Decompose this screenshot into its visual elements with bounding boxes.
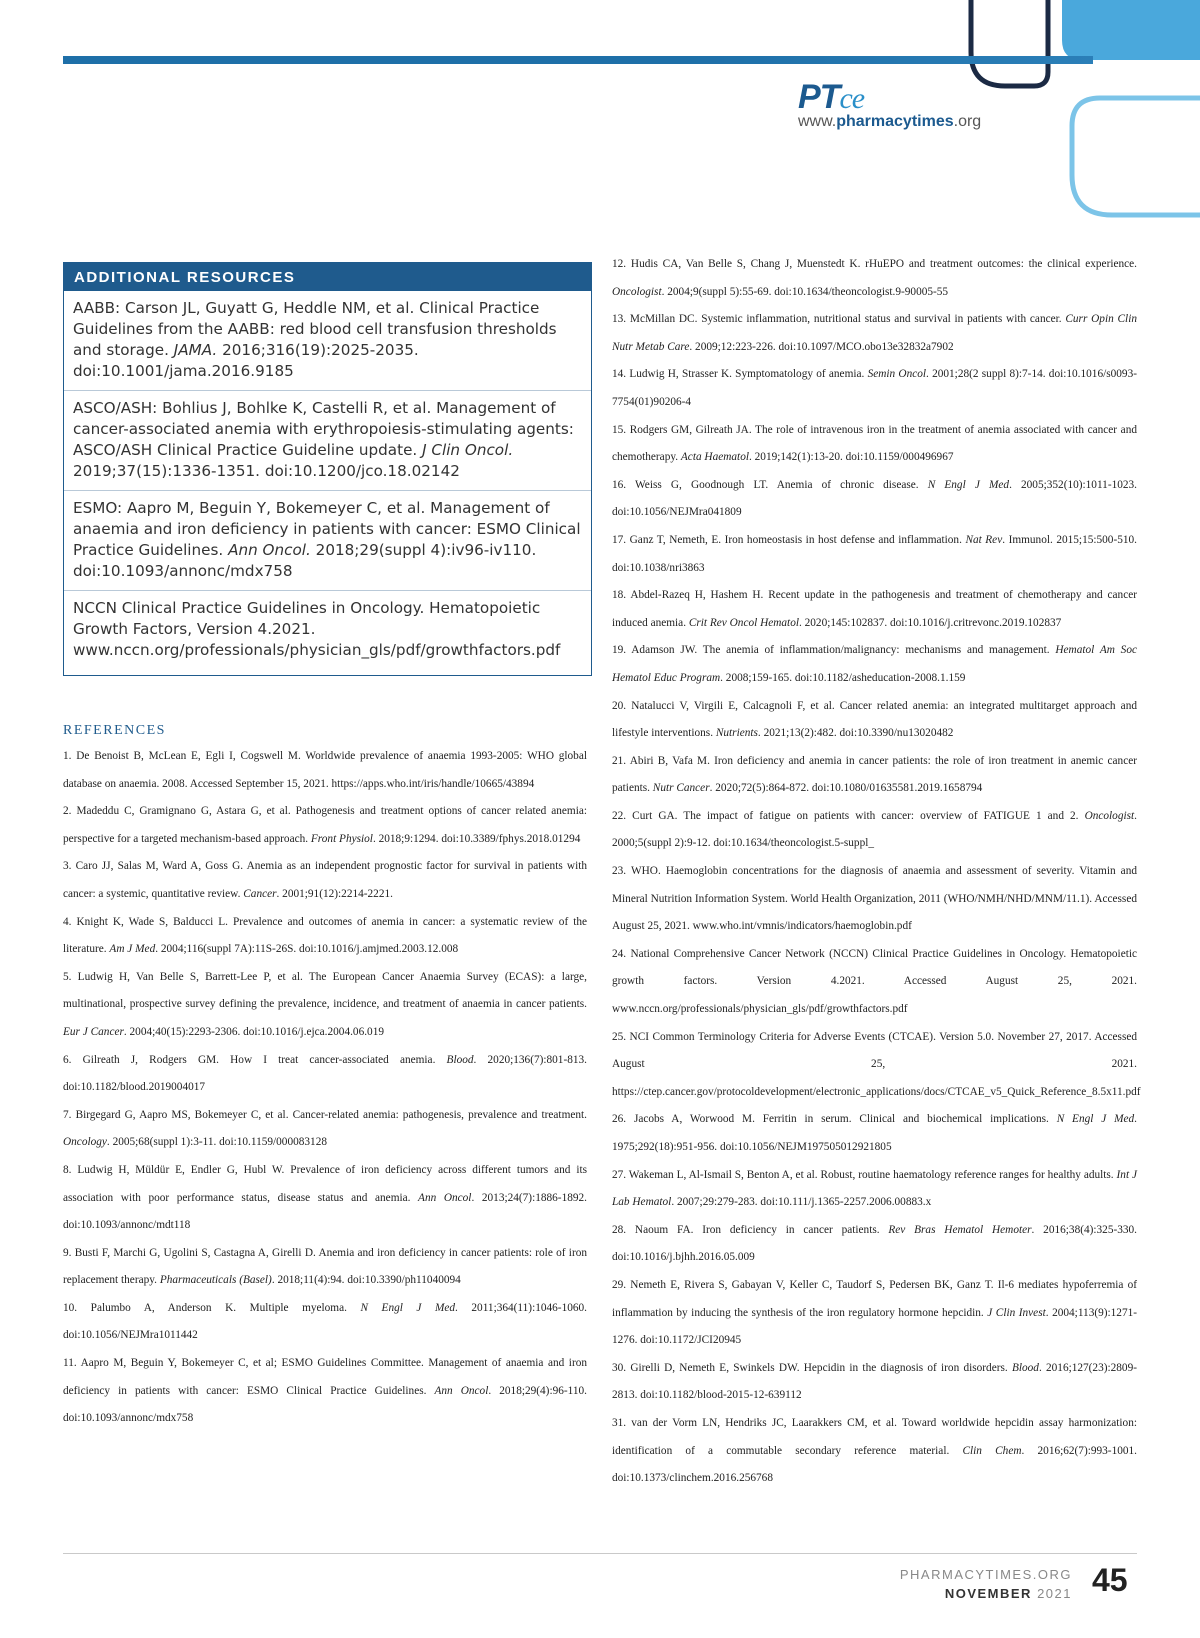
reference-item: 22. Curt GA. The impact of fatigue on patients with cancer: overview of FATIGUE 1 and 2. Oncologist. 2000;5(suppl 2):9-12. doi:10.1634/theoncologist.5-suppl_ <box>612 809 1137 850</box>
reference-item: 1. De Benoist B, McLean E, Egli I, Cogswell M. Worldwide prevalence of anaemia 1993-2005: WHO global database on anaemia. 2008. Accessed September 15, 2021. https://apps.who.int/iris/handle/10665/43894 <box>63 750 587 790</box>
reference-item: 28. Naoum FA. Iron deficiency in cancer patients. Rev Bras Hematol Hemoter. 2016;38(4):325-330. doi:10.1016/j.bjhh.2016.05.009 <box>612 1223 1138 1264</box>
reference-item: 12. Hudis CA, Van Belle S, Chang J, Muenstedt K. rHuEPO and treatment outcomes: the clinical experience. Oncologist. 2004;9(suppl 5):55-69. doi:10.1634/theoncologist.9-90005-55 <box>612 258 1137 298</box>
reference-item: 24. National Comprehensive Cancer Network (NCCN) Clinical Practice Guidelines in Oncology. Hematopoietic growth factors. Version 4.2021. Accessed August 25, 2021. www.nccn.org/professionals/physician_gls/pdf/growthfactors.pdf <box>612 947 1137 1016</box>
reference-item: 27. Wakeman L, Al-Ismail S, Benton A, et al. Robust, routine haematology reference ranges for healthy adults. Int J Lab Hematol. 2007;29:279-283. doi:10.111/j.1365-2257.2006.00883.x <box>612 1168 1137 1209</box>
reference-item: 5. Ludwig H, Van Belle S, Barrett-Lee P, et al. The European Cancer Anaemia Survey (ECAS): a large, multinational, prospective survey defining the prevalence, incidence, and treatment of anaemia in cancer patients. Eur J Cancer. 2004;40(15):2293-2306. doi:10.1016/j.ejca.2004.06.019 <box>63 970 587 1038</box>
reference-item: 8. Ludwig H, Müldür E, Endler G, Hubl W. Prevalence of iron deficiency across different tumors and its association with poor performance status, disease status and anemia. Ann Oncol. 2013;24(7):1886-1892. doi:10.1093/annonc/mdt118 <box>63 1163 587 1232</box>
resource-item: ASCO/ASH: Bohlius J, Bohlke K, Castelli R, et al. Management of cancer-associated anemia with erythropoiesis-stimulating agents: ASCO/ASH Clinical Practice Guideline update. J Clin Oncol. 2019;37(15):1336-1351. doi:10.1200/jco.18.02142 <box>64 391 591 491</box>
logo-url: www.pharmacytimes.org <box>798 113 982 130</box>
reference-item: 30. Girelli D, Nemeth E, Swinkels DW. Hepcidin in the diagnosis of iron disorders. Blood. 2016;127(23):2809-2813. doi:10.1182/blood-2015-12-639112 <box>612 1361 1137 1402</box>
resource-item: AABB: Carson JL, Guyatt G, Heddle NM, et al. Clinical Practice Guidelines from the AABB: red blood cell transfusion thresholds and storage. JAMA. 2016;316(19):2025-2035. doi:10.1001/jama.2016.9185 <box>64 291 591 391</box>
reference-item: 13. McMillan DC. Systemic inflammation, nutritional status and survival in patients with cancer. Curr Opin Clin Nutr Metab Care. 2009;12:223-226. doi:10.1097/MCO.obo13e32832a7902 <box>612 313 1137 353</box>
reference-item: 15. Rodgers GM, Gilreath JA. The role of intravenous iron in the treatment of anemia associated with cancer and chemotherapy. Acta Haematol. 2019;142(1):13-20. doi:10.1159/000496967 <box>612 423 1137 464</box>
reference-item: 9. Busti F, Marchi G, Ugolini S, Castagna A, Girelli D. Anemia and iron deficiency in cancer patients: role of iron replacement therapy. Pharmaceuticals (Basel). 2018;11(4):94. doi:10.3390/ph11040094 <box>63 1246 587 1287</box>
reference-item: 11. Aapro M, Beguin Y, Bokemeyer C, et al; ESMO Guidelines Committee. Management of anaemia and iron deficiency in patients with cancer: ESMO Clinical Practice Guidelines. Ann Oncol. 2018;29(4):96-110. doi:10.1093/annonc/mdx758 <box>63 1357 587 1425</box>
reference-item: 3. Caro JJ, Salas M, Ward A, Goss G. Anemia as an independent prognostic factor for survival in patients with cancer: a systemic, quantitative review. Cancer. 2001;91(12):2214-2221. <box>63 860 587 900</box>
page-number: 45 <box>1092 1562 1128 1598</box>
reference-item: 16. Weiss G, Goodnough LT. Anemia of chronic disease. N Engl J Med. 2005;352(10):1011-1023. doi:10.1056/NEJMra041809 <box>612 478 1138 519</box>
reference-item: 23. WHO. Haemoglobin concentrations for the diagnosis of anaemia and assessment of severity. Vitamin and Mineral Nutrition Information System. World Health Organization, 2011 (WHO/NMH/NHD/MNM/11.1). Accessed August 25, 2021. www.who.int/vmnis/indicators/haemoglobin.pdf <box>612 865 1137 933</box>
footer-rule <box>63 1553 1137 1554</box>
header-rule <box>63 56 1093 64</box>
references-right-column <box>612 251 1141 1493</box>
reference-item: 31. van der Vorm LN, Hendriks JC, Laarakkers CM, et al. Toward worldwide hepcidin assay harmonization: identification of a commutable secondary reference material. Clin Chem. 2016;62(7):993-1001. doi:10.1373/clinchem.2016.256768 <box>612 1416 1137 1485</box>
reference-item: 26. Jacobs A, Worwood M. Ferritin in serum. Clinical and biochemical implications. N Engl J Med. 1975;292(18):951-956. doi:10.1056/NEJM197505012921805 <box>612 1113 1137 1153</box>
reference-item: 7. Birgegard G, Aapro MS, Bokemeyer C, et al. Cancer-related anemia: pathogenesis, prevalence and treatment. Oncology. 2005;68(suppl 1):3-11. doi:10.1159/000083128 <box>63 1108 587 1149</box>
logo-wordmark: PT <box>798 78 840 116</box>
reference-item: 25. NCI Common Terminology Criteria for Adverse Events (CTCAE). Version 5.0. November 27, 2017. Accessed August 25, 2021. https://ctep.cancer.gov/protocoldevelopment/electronic_applications/docs/CTCAE_v5_Quick_Reference_8.5x11.pdf <box>612 1030 1141 1098</box>
footer-issue-date: NOVEMBER 2021 <box>944 1586 1072 1601</box>
reference-item: 18. Abdel-Razeq H, Hashem H. Recent update in the pathogenesis and treatment of chemotherapy and cancer induced anemia. Crit Rev Oncol Hematol. 2020;145:102837. doi:10.1016/j.critrevonc.2019.102837 <box>612 589 1137 629</box>
publisher-logo <box>798 78 1038 131</box>
reference-item: 4. Knight K, Wade S, Balducci L. Prevalence and outcomes of anemia in cancer: a systematic review of the literature. Am J Med. 2004;116(suppl 7A):11S-26S. doi:10.1016/j.amjmed.2003.12.008 <box>63 915 587 956</box>
reference-item: 17. Ganz T, Nemeth, E. Iron homeostasis in host defense and inflammation. Nat Rev. Immunol. 2015;15:500-510. doi:10.1038/nri3863 <box>612 533 1137 574</box>
reference-item: 10. Palumbo A, Anderson K. Multiple myeloma. N Engl J Med. 2011;364(11):1046-1060. doi:10.1056/NEJMra1011442 <box>63 1301 587 1342</box>
reference-item: 6. Gilreath J, Rodgers GM. How I treat cancer-associated anemia. Blood. 2020;136(7):801-813. doi:10.1182/blood.2019004017 <box>63 1053 587 1094</box>
references-left-column <box>63 743 587 1433</box>
resource-item: ESMO: Aapro M, Beguin Y, Bokemeyer C, et al. Management of anaemia and iron deficiency in patients with cancer: ESMO Clinical Practice Guidelines. Ann Oncol. 2018;29(suppl 4):iv96-iv110. doi:10.1093/annonc/mdx758 <box>64 491 591 591</box>
reference-item: 20. Natalucci V, Virgili E, Calcagnoli F, et al. Cancer related anemia: an integrated multitarget approach and lifestyle interventions. Nutrients. 2021;13(2):482. doi:10.3390/nu13020482 <box>612 699 1137 740</box>
additional-resources-box <box>63 262 592 676</box>
reference-item: 19. Adamson JW. The anemia of inflammation/malignancy: mechanisms and management. Hematol Am Soc Hematol Educ Program. 2008;159-165. doi:10.1182/asheducation-2008.1.159 <box>612 644 1137 684</box>
logo-ce: ce <box>839 82 865 115</box>
reference-item: 29. Nemeth E, Rivera S, Gabayan V, Keller C, Taudorf S, Pedersen BK, Ganz T. Il-6 mediates hypoferremia of inflammation by inducing the synthesis of the iron regulatory hormone hepcidin. J Clin Invest. 2004;113(9):1271-1276. doi:10.1172/JCI20945 <box>612 1278 1138 1347</box>
reference-item: 21. Abiri B, Vafa M. Iron deficiency and anemia in cancer patients: the role of iron treatment in anemic cancer patients. Nutr Cancer. 2020;72(5):864-872. doi:10.1080/01635581.2019.1658794 <box>612 754 1137 795</box>
resource-item: NCCN Clinical Practice Guidelines in Oncology. Hematopoietic Growth Factors, Version 4.2021. www.nccn.org/professionals/physician_gls/pdf/growthfactors.pdf <box>73 599 561 659</box>
references-heading: REFERENCES <box>63 723 166 738</box>
reference-item: 2. Madeddu C, Gramignano G, Astara G, et al. Pathogenesis and treatment options of cancer related anemia: perspective for a targeted mechanism-based approach. Front Physiol. 2018;9:1294. doi:10.3389/fphys.2018.01294 <box>63 805 587 845</box>
reference-item: 14. Ludwig H, Strasser K. Symptomatology of anemia. Semin Oncol. 2001;28(2 suppl 8):7-14. doi:10.1016/s0093-7754(01)90206-4 <box>612 368 1137 408</box>
additional-resources-title: ADDITIONAL RESOURCES <box>64 263 591 291</box>
footer-site: PHARMACYTIMES.ORG <box>899 1567 1072 1582</box>
